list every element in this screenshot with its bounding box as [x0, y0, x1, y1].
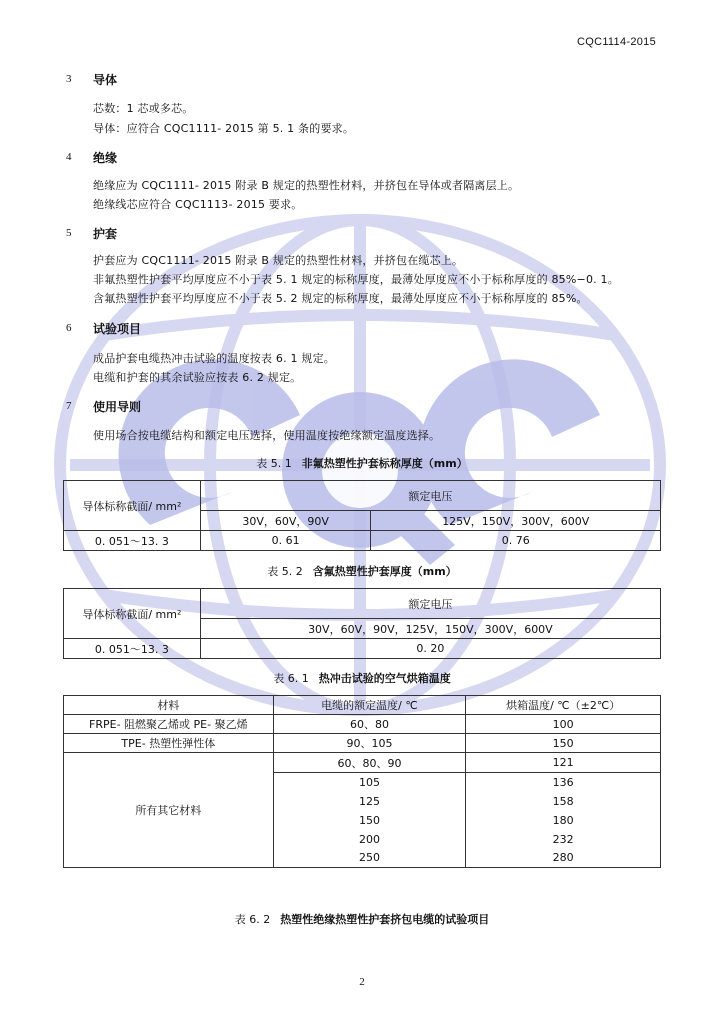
- section-6-para-2: 电缆和护套的其余试验应按表 6. 2 规定。: [93, 371, 302, 384]
- table-5-2-header-voltage: 额定电压: [200, 589, 660, 619]
- table-5-2: [63, 588, 661, 659]
- section-6-number: 6: [66, 322, 72, 334]
- table-6-2-label: 表 6. 2: [234, 913, 271, 926]
- table-6-1-oven: 136: [466, 773, 661, 792]
- table-6-1-material: FRPE- 阻燃聚乙烯或 PE- 聚乙烯: [64, 715, 274, 734]
- section-5-title: 护套: [93, 227, 118, 241]
- table-6-1-rated: 60、80、90: [273, 753, 466, 773]
- table-6-1-oven: 280: [466, 849, 661, 868]
- table-6-1-rated: 150: [273, 811, 466, 830]
- table-5-2-cell-v: 0. 20: [200, 639, 660, 659]
- section-4-number: 4: [66, 151, 72, 163]
- section-4-title: 绝缘: [93, 151, 118, 165]
- section-5-para-3: 含氟热塑性护套平均厚度应不小于表 5. 2 规定的标称厚度，最薄处厚度应不小于标称厚度的 85%。: [93, 292, 588, 305]
- table-6-1-caption: [0, 670, 724, 686]
- section-3-para-1: 芯数：1 芯或多芯。: [93, 102, 194, 115]
- section-5-para-1: 护套应为 CQC1111- 2015 附录 B 规定的热塑性材料，并挤包在缆芯上。: [93, 254, 464, 267]
- table-5-2-header-area: 导体标称截面/ mm²: [64, 589, 201, 639]
- table-5-1-header-voltage: 额定电压: [200, 481, 660, 511]
- table-6-1-oven: 121: [466, 753, 661, 773]
- table-5-1-cell-v2: 0. 76: [371, 531, 661, 551]
- section-6-title: 试验项目: [93, 322, 142, 336]
- table-6-1-rated: 125: [273, 792, 466, 811]
- table-5-2-title: 含氟热塑性护套厚度（mm）: [312, 565, 457, 578]
- table-6-1-material-other: 所有其它材料: [64, 753, 274, 868]
- section-3-number: 3: [66, 73, 72, 85]
- table-6-1: [63, 695, 661, 868]
- table-5-1-header-area: 导体标称截面/ mm²: [64, 481, 201, 531]
- table-6-1-header-oven: 烘箱温度/ ℃（±2℃）: [466, 696, 661, 715]
- table-5-1-cell-area: 0. 051～13. 3: [64, 531, 201, 551]
- table-6-1-oven: 180: [466, 811, 661, 830]
- table-5-1-header-v1: 30V，60V，90V: [200, 511, 371, 531]
- table-5-1-label: 表 5. 1: [256, 457, 292, 470]
- table-6-2-caption: [0, 911, 724, 927]
- section-7-para-1: 使用场合按电缆结构和额定电压选择，使用温度按绝缘额定温度选择。: [93, 429, 441, 442]
- table-6-1-rated: 200: [273, 830, 466, 849]
- table-6-1-rated: 60、80: [273, 715, 466, 734]
- table-5-1-title: 非氟热塑性护套标称厚度（mm）: [301, 457, 468, 470]
- section-6-para-1: 成品护套电缆热冲击试验的温度按表 6. 1 规定。: [93, 352, 335, 365]
- table-6-1-rated: 105: [273, 773, 466, 792]
- table-6-1-label: 表 6. 1: [273, 672, 309, 685]
- document-code-header: CQC1114-2015: [576, 36, 656, 48]
- page-number: 2: [359, 976, 365, 988]
- table-6-1-rated: 90、105: [273, 734, 466, 753]
- section-4-para-1: 绝缘应为 CQC1111- 2015 附录 B 规定的热塑性材料，并挤包在导体或者隔离层上。: [93, 179, 520, 192]
- section-3-title: 导体: [93, 73, 118, 87]
- table-6-1-rated: 250: [273, 849, 466, 868]
- section-3-para-2: 导体：应符合 CQC1111- 2015 第 5. 1 条的要求。: [93, 122, 355, 135]
- table-6-1-material: TPE- 热塑性弹性体: [64, 734, 274, 753]
- table-5-2-header-v: 30V，60V，90V，125V，150V，300V，600V: [200, 619, 660, 639]
- table-6-1-oven: 158: [466, 792, 661, 811]
- table-6-1-oven: 100: [466, 715, 661, 734]
- table-6-2-title: 热塑性绝缘热塑性护套挤包电缆的试验项目: [280, 913, 490, 926]
- table-5-1: [63, 480, 661, 551]
- table-6-1-header-rated: 电缆的额定温度/ ℃: [273, 696, 466, 715]
- section-7-number: 7: [66, 400, 72, 412]
- section-5-para-2: 非氟热塑性护套平均厚度应不小于表 5. 1 规定的标称厚度，最薄处厚度应不小于标称厚度的 85%−0. 1。: [93, 273, 619, 286]
- table-6-1-header-material: 材料: [64, 696, 274, 715]
- table-6-1-oven: 232: [466, 830, 661, 849]
- table-5-1-header-v2: 125V，150V，300V，600V: [371, 511, 661, 531]
- section-5-number: 5: [66, 227, 72, 239]
- table-5-2-label: 表 5. 2: [267, 565, 303, 578]
- table-6-1-oven: 150: [466, 734, 661, 753]
- section-4-para-2: 绝缘线芯应符合 CQC1113- 2015 要求。: [93, 198, 303, 211]
- table-5-2-cell-area: 0. 051～13. 3: [64, 639, 201, 659]
- section-7-title: 使用导则: [93, 400, 142, 414]
- table-5-1-caption: [0, 455, 724, 471]
- table-6-1-title: 热冲击试验的空气烘箱温度: [318, 672, 451, 685]
- table-5-2-caption: [0, 563, 724, 579]
- table-5-1-cell-v1: 0. 61: [200, 531, 371, 551]
